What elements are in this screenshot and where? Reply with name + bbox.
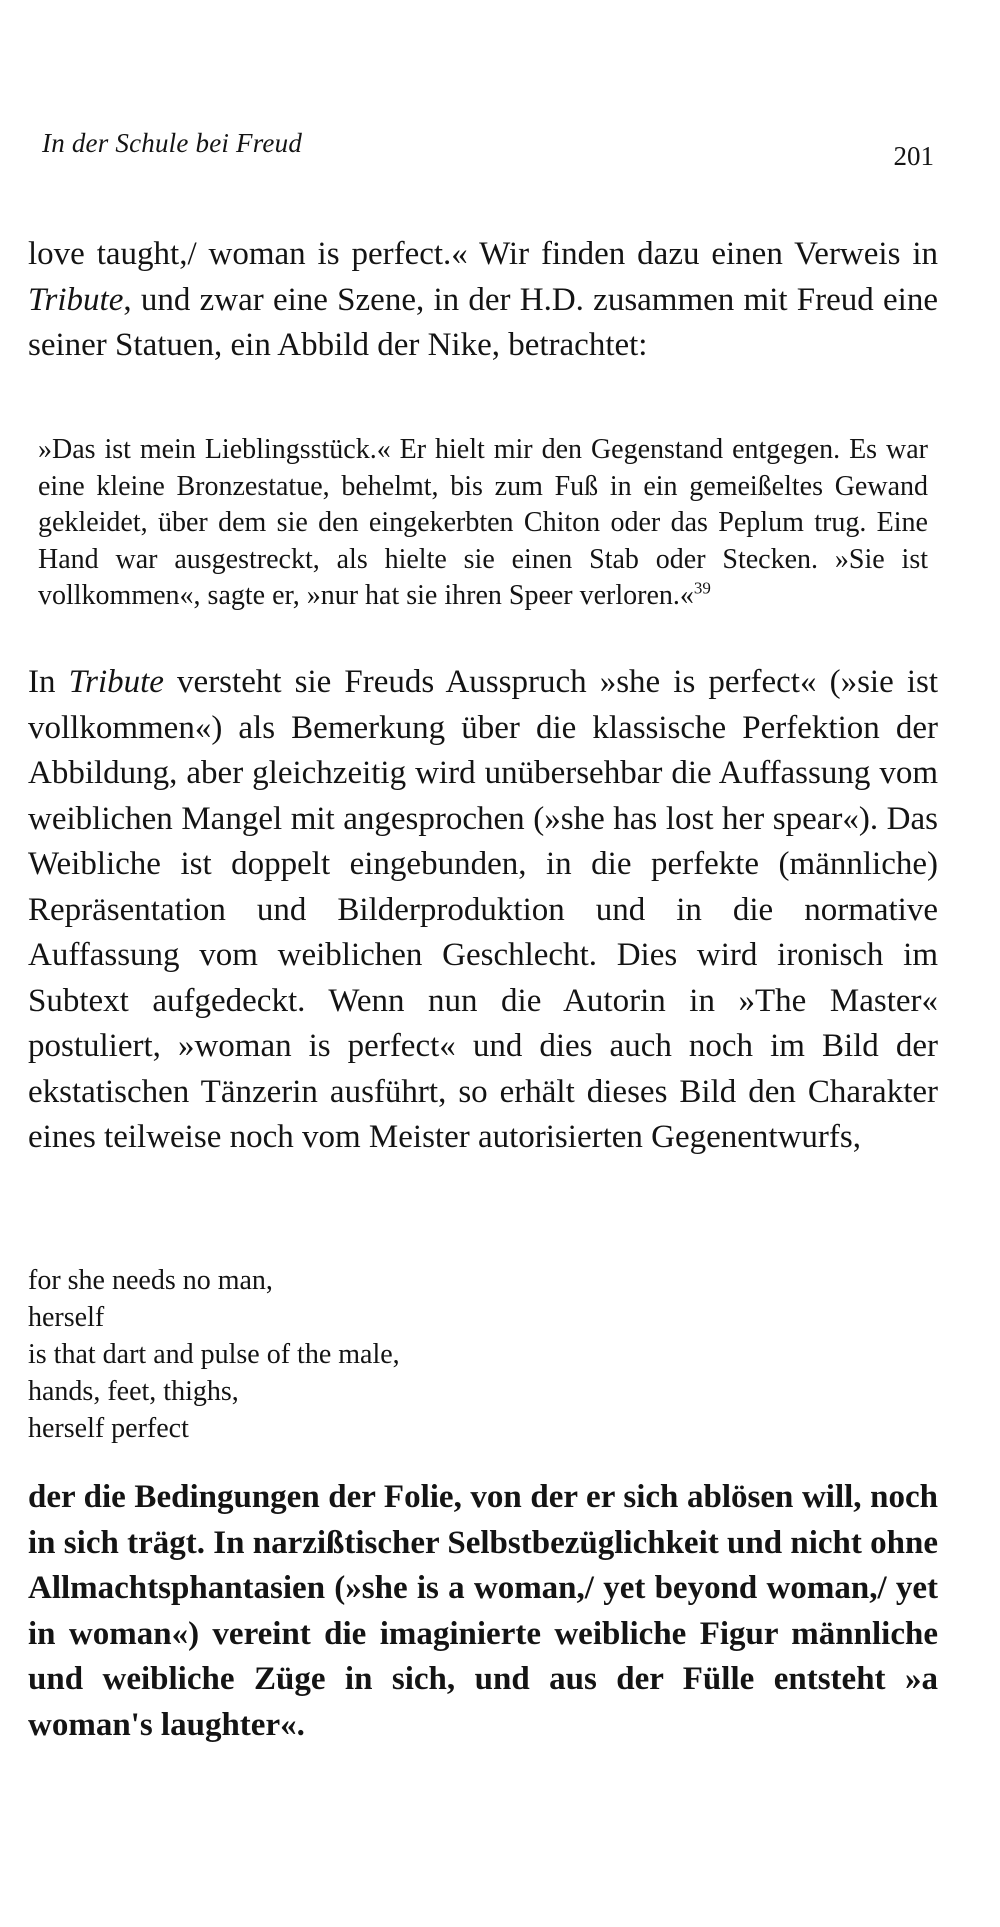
footnote-marker: 39: [693, 578, 711, 598]
block-quote: [38, 432, 928, 615]
page-number: 201: [893, 141, 934, 171]
paragraph-1: [28, 232, 938, 369]
running-head: In der Schule bei Freud: [42, 128, 303, 158]
paragraph-2-text-b: versteht sie Freuds Ausspruch »she is perfect« (»sie ist vollkommen«) als Bemerkung über die klassische Perfektion der Abbildung, aber gleichzeitig wird unübersehbar die Auffassung vom weiblichen Mangel mit angesprochen (»she has lost her spear«). Das Weibliche ist doppelt eingebunden, in die perfekte (männliche) Repräsentation und Bilderproduktion und in die normative Auffassung vom weiblichen Geschlecht. Dies wird ironisch im Subtext aufgedeckt. Wenn nun die Autorin in »The Master« postuliert, »woman is perfect« und dies auch noch im Bild der ekstatischen Tänzerin ausführt, so erhält dieses Bild den Charakter eines teilweise noch vom Meister autorisierten Gegenentwurfs,: [28, 664, 938, 1155]
block-quote-text: »Das ist mein Lieblingsstück.« Er hielt mir den Gegenstand entgegen. Es war eine kleine Bronzestatue, behelmt, bis zum Fuß in ein gemeißeltes Gewand gekleidet, über dem sie den eingekerbten Chiton oder das Peplum trug. Eine Hand war ausgestreckt, als hielte sie einen Stab oder Stecken. »Sie ist vollkommen«, sagte er, »nur hat sie ihren Speer verloren.«: [38, 434, 928, 611]
paragraph-1-text-b: , und zwar eine Szene, in der H.D. zusammen mit Freud eine seiner Statuen, ein Abbild der Nike, betrachtet:: [28, 281, 938, 363]
paragraph-1-title-tribute: Tribute: [28, 281, 124, 318]
paragraph-1-text-a: love taught,/ woman is perfect.« Wir finden dazu einen Verweis in: [28, 236, 938, 272]
paragraph-2-title-tribute: Tribute: [68, 664, 164, 700]
poem-line: is that dart and pulse of the male,: [28, 1339, 400, 1370]
poem-line: herself perfect: [28, 1413, 189, 1444]
poem-line: herself: [28, 1302, 105, 1333]
paragraph-3: der die Bedingungen der Folie, von der er sich ablösen will, noch in sich trägt. In narzißtischer Selbstbezüglichkeit und nicht ohne Allmachtsphantasien (»she is a woman,/ yet beyond woman,/ yet in woman«) vereint die imaginierte weibliche Figur männliche und weibliche Züge in sich, und aus der Fülle entsteht »a woman's laughter«.: [28, 1479, 938, 1743]
paragraph-2-text-a: In: [28, 664, 69, 700]
paragraph-2: [28, 660, 938, 1161]
poem-quote: [28, 1262, 400, 1447]
poem-line: hands, feet, thighs,: [28, 1376, 239, 1407]
poem-line: for she needs no man,: [28, 1265, 273, 1296]
